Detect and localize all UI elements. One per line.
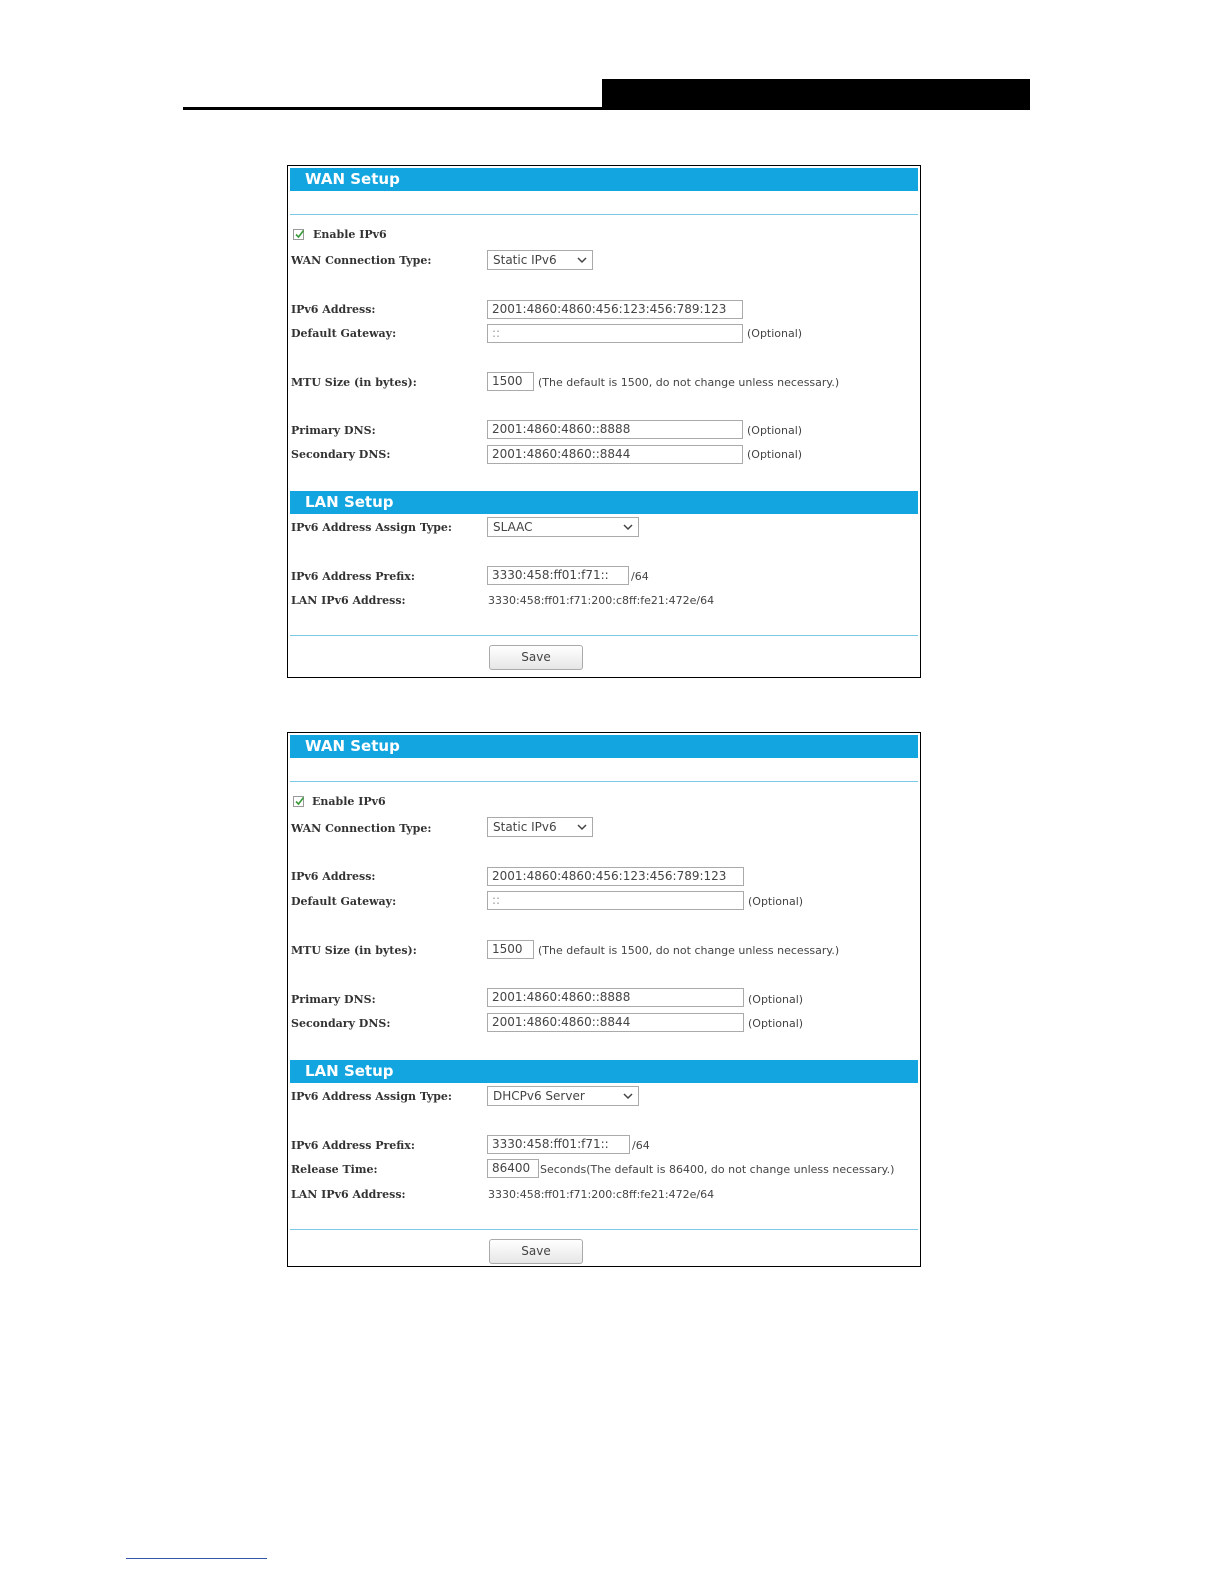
default-gateway-label: Default Gateway: (291, 327, 397, 340)
ipv6-assign-type-label: IPv6 Address Assign Type: (291, 1090, 452, 1103)
wan-connection-type-select[interactable] (487, 817, 593, 837)
default-gateway-optional-note: (Optional) (748, 895, 804, 908)
ipv6-address-label: IPv6 Address: (291, 870, 376, 883)
release-time-note: Seconds(The default is 86400, do not change unless necessary.) (540, 1163, 895, 1176)
enable-ipv6-label: Enable IPv6 (312, 795, 386, 808)
section-divider (290, 635, 918, 636)
ipv6-settings-panel-dhcpv6 (287, 732, 921, 1267)
mtu-size-note: (The default is 1500, do not change unless necessary.) (538, 376, 840, 389)
enable-ipv6-checkbox[interactable] (293, 796, 304, 807)
release-time-input[interactable]: 86400 (487, 1159, 539, 1178)
lan-setup-header: LAN Setup (290, 1060, 918, 1083)
wan-connection-type-label: WAN Connection Type: (291, 254, 432, 267)
checkmark-icon (294, 229, 305, 240)
section-divider (290, 781, 918, 782)
mtu-size-input[interactable]: 1500 (487, 372, 534, 391)
mtu-size-label: MTU Size (in bytes): (291, 376, 417, 389)
ipv6-assign-type-select[interactable] (487, 1086, 639, 1106)
ipv6-address-input[interactable]: 2001:4860:4860:456:123:456:789:123 (487, 867, 744, 886)
default-gateway-input[interactable]: :: (487, 324, 743, 343)
secondary-dns-input[interactable]: 2001:4860:4860::8844 (487, 445, 743, 464)
wan-connection-type-value: Static IPv6 (493, 820, 557, 834)
wan-connection-type-value: Static IPv6 (493, 253, 557, 267)
ipv6-assign-type-label: IPv6 Address Assign Type: (291, 521, 452, 534)
lan-ipv6-address-label: LAN IPv6 Address: (291, 1188, 406, 1201)
lan-ipv6-address-label: LAN IPv6 Address: (291, 594, 406, 607)
ipv6-settings-panel-slaac (287, 165, 921, 678)
ipv6-prefix-input[interactable]: 3330:458:ff01:f71:: (487, 1135, 630, 1154)
default-gateway-optional-note: (Optional) (747, 327, 803, 340)
lan-setup-header: LAN Setup (290, 491, 918, 514)
save-button[interactable]: Save (489, 645, 583, 670)
ipv6-prefix-label: IPv6 Address Prefix: (291, 1139, 415, 1152)
chevron-down-icon (623, 523, 633, 531)
release-time-label: Release Time: (291, 1163, 378, 1176)
mtu-size-label: MTU Size (in bytes): (291, 944, 417, 957)
ipv6-assign-type-value: DHCPv6 Server (493, 1089, 585, 1103)
ipv6-address-input[interactable]: 2001:4860:4860:456:123:456:789:123 (487, 300, 743, 319)
page-header-block (602, 79, 1030, 110)
primary-dns-optional-note: (Optional) (747, 424, 803, 437)
save-button[interactable]: Save (489, 1239, 583, 1264)
ipv6-assign-type-value: SLAAC (493, 520, 533, 534)
wan-setup-header: WAN Setup (290, 168, 918, 191)
secondary-dns-label: Secondary DNS: (291, 1017, 391, 1030)
default-gateway-input[interactable]: :: (487, 891, 744, 910)
section-divider (290, 1229, 918, 1230)
ipv6-prefix-label: IPv6 Address Prefix: (291, 570, 415, 583)
chevron-down-icon (623, 1092, 633, 1100)
chevron-down-icon (577, 823, 587, 831)
mtu-size-input[interactable]: 1500 (487, 940, 534, 959)
secondary-dns-label: Secondary DNS: (291, 448, 391, 461)
ipv6-prefix-input[interactable]: 3330:458:ff01:f71:: (487, 566, 629, 585)
enable-ipv6-checkbox[interactable] (293, 229, 304, 240)
ipv6-prefix-length: /64 (632, 1139, 650, 1152)
primary-dns-optional-note: (Optional) (748, 993, 804, 1006)
enable-ipv6-label: Enable IPv6 (313, 228, 387, 241)
secondary-dns-optional-note: (Optional) (748, 1017, 804, 1030)
primary-dns-label: Primary DNS: (291, 424, 376, 437)
ipv6-address-label: IPv6 Address: (291, 303, 376, 316)
primary-dns-input[interactable]: 2001:4860:4860::8888 (487, 988, 744, 1007)
primary-dns-label: Primary DNS: (291, 993, 376, 1006)
section-divider (290, 214, 918, 215)
wan-setup-header: WAN Setup (290, 735, 918, 758)
footer-link-underline (126, 1558, 267, 1559)
secondary-dns-optional-note: (Optional) (747, 448, 803, 461)
default-gateway-label: Default Gateway: (291, 895, 397, 908)
checkmark-icon (294, 796, 305, 807)
secondary-dns-input[interactable]: 2001:4860:4860::8844 (487, 1013, 744, 1032)
chevron-down-icon (577, 256, 587, 264)
ipv6-assign-type-select[interactable] (487, 517, 639, 537)
wan-connection-type-select[interactable] (487, 250, 593, 270)
primary-dns-input[interactable]: 2001:4860:4860::8888 (487, 420, 743, 439)
ipv6-prefix-length: /64 (631, 570, 649, 583)
mtu-size-note: (The default is 1500, do not change unless necessary.) (538, 944, 840, 957)
wan-connection-type-label: WAN Connection Type: (291, 822, 432, 835)
lan-ipv6-address-value: 3330:458:ff01:f71:200:c8ff:fe21:472e/64 (488, 1188, 715, 1201)
lan-ipv6-address-value: 3330:458:ff01:f71:200:c8ff:fe21:472e/64 (488, 594, 715, 607)
